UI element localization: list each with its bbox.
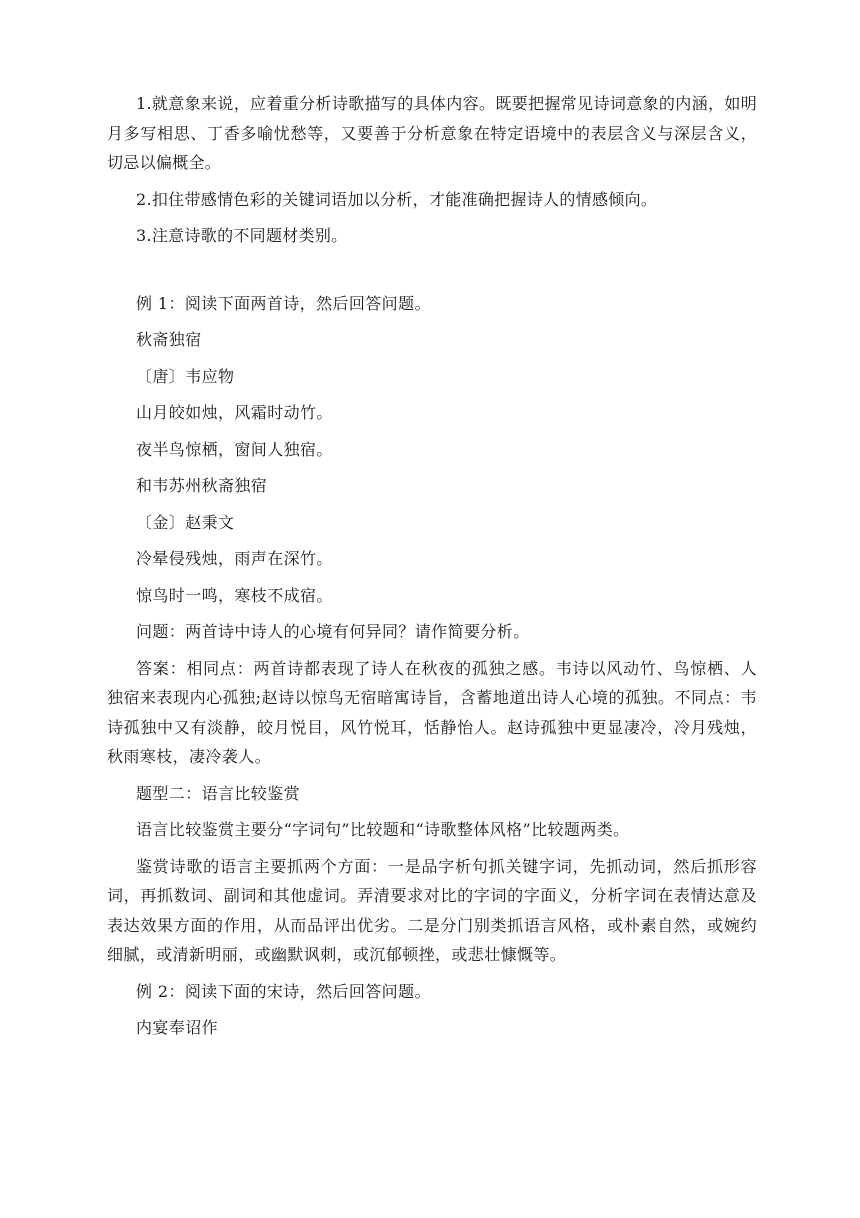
section-gap: [107, 258, 757, 289]
paragraph-point-2: 2.扣住带感情色彩的关键词语加以分析，才能准确把握诗人的情感倾向。: [136, 189, 658, 209]
document-body: [107, 89, 757, 1050]
poem-2-title: 和韦苏州秋斋独宿: [136, 476, 268, 495]
paragraph-point-3: 3.注意诗歌的不同题材类别。: [136, 226, 348, 245]
poem-1-line-1: 山月皎如烛，风霜时动竹。: [136, 403, 333, 422]
language-appreciation-method: 鉴赏诗歌的语言主要抓两个方面：一是品字析句抓关键字词，先抓动词，然后抓形容词，再抓数词、副词和其他虚词。弄清要求对比的字词的字面义，分析字词在表情达意及表达效果方面的作用，从而品评出优劣。二是分门别类抓语言风格，或朴素自然，或婉约细腻，或清新明丽，或幽默讽刺，或沉郁顿挫，或悲壮慷慨等。: [107, 856, 757, 964]
poem-2-line-2: 惊鸟时一鸣，寒枝不成宿。: [136, 585, 333, 605]
question-paragraph: 问题：两首诗中诗人的心境有何异同？请作简要分析。: [136, 622, 530, 641]
section-heading-type-2: 题型二：语言比较鉴赏: [136, 783, 301, 803]
paragraph-point-1: 1.就意象来说，应着重分析诗歌描写的具体内容。既要把握常见诗词意象的内涵，如明月多写相思、丁香多喻忧愁等，又要善于分析意象在特定语境中的表层含义与深层含义，切忌以偏概全。: [107, 94, 757, 172]
language-comparison-intro: 语言比较鉴赏主要分“字词句”比较题和“诗歌整体风格”比较题两类。: [136, 820, 630, 839]
poem-1-title: 秋斋独宿: [136, 330, 202, 349]
poem-3-title: 内宴奉诏作: [136, 1018, 219, 1037]
example-2-heading: 例 2：阅读下面的宋诗，然后回答问题。: [136, 981, 431, 1001]
poem-1-line-2: 夜半鸟惊栖，窗间人独宿。: [136, 439, 333, 459]
poem-2-line-1: 冷晕侵残烛，雨声在深竹。: [136, 549, 333, 568]
poem-2-author: 〔金〕赵秉文: [136, 512, 235, 532]
poem-1-author: 〔唐〕韦应物: [136, 366, 235, 386]
answer-paragraph: 答案：相同点：两首诗都表现了诗人在秋夜的孤独之感。韦诗以风动竹、鸟惊栖、人独宿来表现内心孤独;赵诗以惊鸟无宿暗寓诗旨，含蓄地道出诗人心境的孤独。不同点：韦诗孤独中又有淡静，皎月悦目，风竹悦耳，恬静怡人。赵诗孤独中更显凄冷，冷月残烛，秋雨寒枝，凄冷袭人。: [107, 658, 757, 766]
example-1-heading: 例 1：阅读下面两首诗，然后回答问题。: [136, 293, 431, 313]
